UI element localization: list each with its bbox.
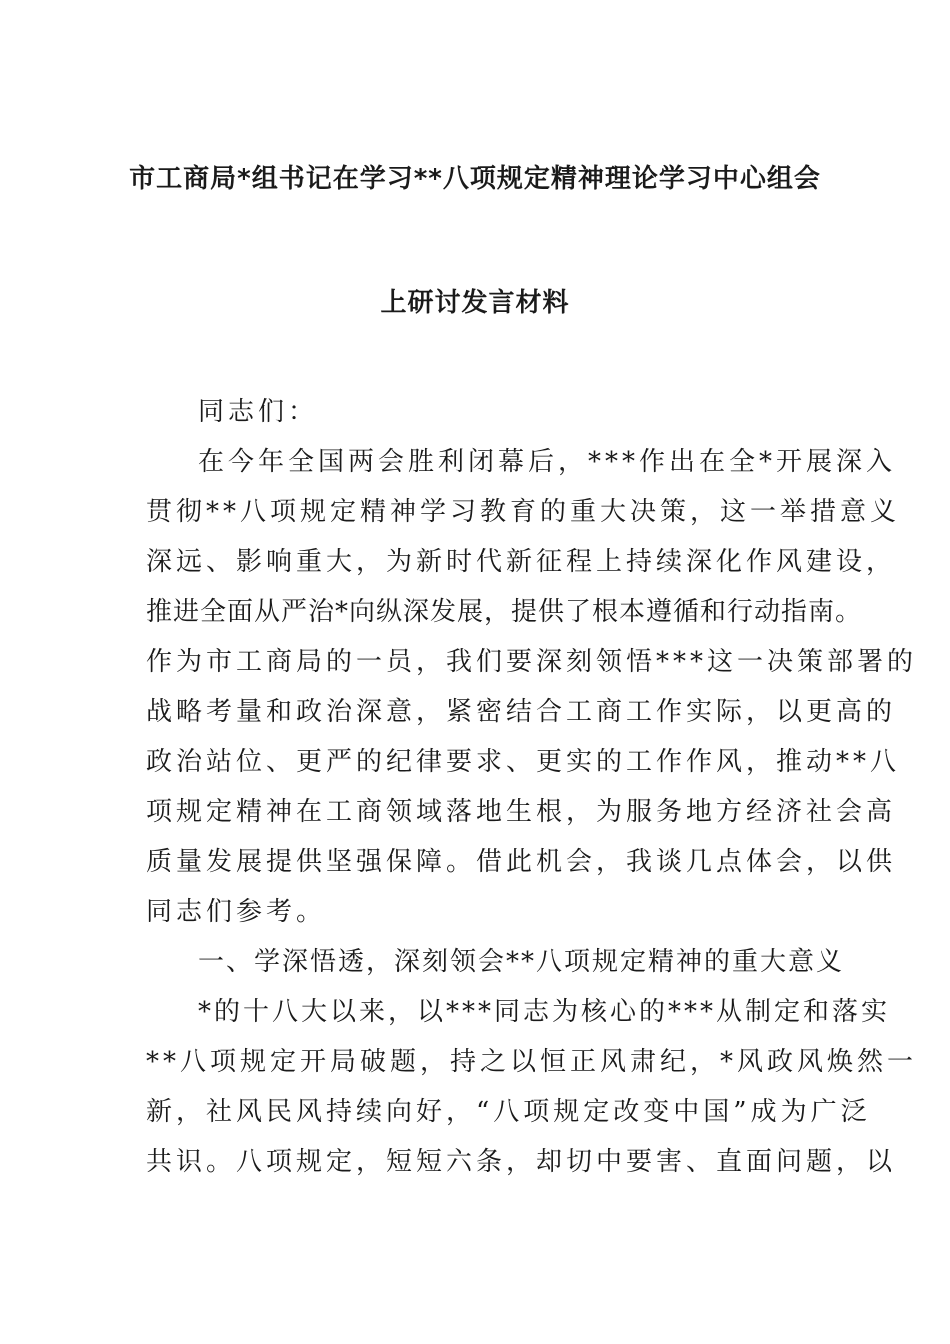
salutation: 同志们： [198,397,319,427]
paragraph-2-line: 新，社风民风持续向好，“八项规定改变中国”成为广泛 [146,1097,871,1127]
paragraph-1-line: 推进全面从严治*向纵深发展，提供了根本遵循和行动指南。 [146,597,863,627]
document-title-line-2: 上研讨发言材料 [380,288,570,318]
paragraph-2-line: *的十八大以来，以***同志为核心的***从制定和落实 [198,997,891,1027]
paragraph-1-line: 在今年全国两会胜利闭幕后，***作出在全*开展深入 [198,447,897,477]
paragraph-1-line: 深远、影响重大，为新时代新征程上持续深化作风建设， [146,547,897,577]
paragraph-1-line: 质量发展提供坚强保障。借此机会，我谈几点体会，以供 [146,847,897,877]
paragraph-2-line: 共识。八项规定，短短六条，却切中要害、直面问题，以 [146,1147,897,1177]
document-body [146,394,918,1194]
paragraph-1-line: 战略考量和政治深意，紧密结合工商工作实际，以更高的 [146,697,897,727]
paragraph-1-line: 贯彻**八项规定精神学习教育的重大决策，这一举措意义 [146,497,901,527]
paragraph-1-line: 作为市工商局的一员，我们要深刻领悟***这一决策部署的 [146,647,918,677]
paragraph-1-line: 同志们参考。 [146,897,327,927]
paragraph-2-line: **八项规定开局破题，持之以恒正风肃纪，*风政风焕然一 [146,1047,918,1077]
section-heading-1: 一、学深悟透，深刻领会**八项规定精神的重大意义 [198,947,845,977]
document-title-line-1: 市工商局*组书记在学习**八项规定精神理论学习中心组会 [129,164,821,194]
paragraph-1-line: 政治站位、更严的纪律要求、更实的工作作风，推动**八 [146,747,901,777]
paragraph-1-line: 项规定精神在工商领域落地生根，为服务地方经济社会高 [146,797,897,827]
